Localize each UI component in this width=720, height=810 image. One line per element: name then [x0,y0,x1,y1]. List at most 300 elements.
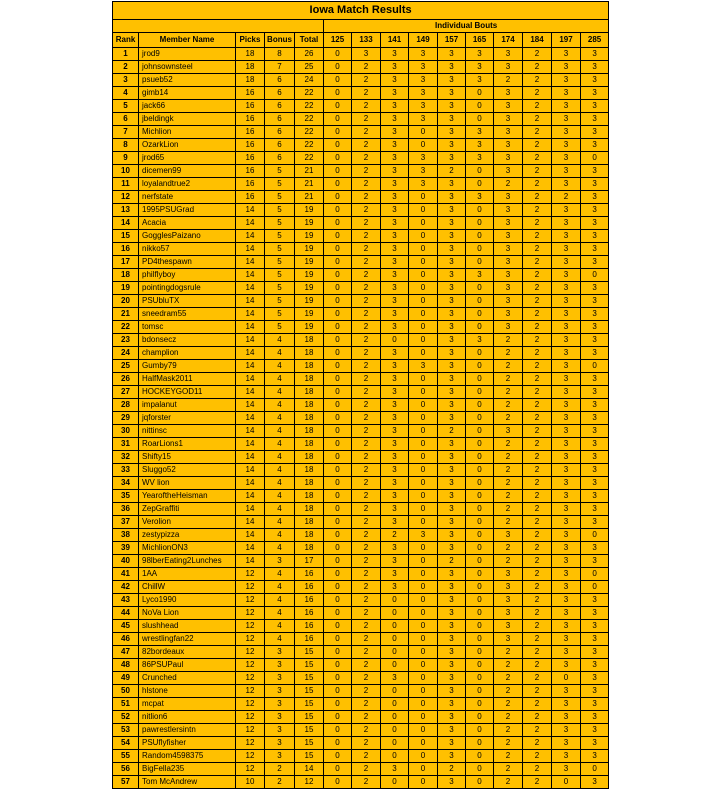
bout-cell-184: 2 [523,451,552,464]
weight-header-184: 184 [523,33,552,48]
bonus-cell: 3 [265,711,295,724]
member-name-cell: 98lberEating2Lunches [139,555,236,568]
bout-cell-184: 2 [523,191,552,204]
bonus-cell: 6 [265,139,295,152]
picks-cell: 14 [236,542,265,555]
bout-cell-125: 0 [324,87,352,100]
bout-cell-125: 0 [324,555,352,568]
bout-cell-197: 3 [552,464,581,477]
bout-cell-174: 3 [494,425,523,438]
bout-cell-197: 3 [552,633,581,646]
picks-cell: 14 [236,451,265,464]
bout-cell-157: 3 [438,724,466,737]
rank-cell: 57 [113,776,139,789]
bout-cell-197: 3 [552,295,581,308]
bout-cell-133: 2 [352,581,381,594]
rank-cell: 44 [113,607,139,620]
bout-cell-174: 2 [494,750,523,763]
total-cell: 16 [295,607,324,620]
bout-cell-184: 2 [523,178,552,191]
rank-cell: 30 [113,425,139,438]
bout-cell-285: 3 [581,230,609,243]
member-name-cell: ZepGraffiti [139,503,236,516]
bout-cell-157: 3 [438,737,466,750]
picks-cell: 12 [236,724,265,737]
bout-cell-125: 0 [324,620,352,633]
bonus-cell: 5 [265,191,295,204]
bout-cell-197: 3 [552,555,581,568]
bout-cell-157: 2 [438,165,466,178]
bout-cell-157: 3 [438,139,466,152]
bout-cell-157: 3 [438,581,466,594]
total-cell: 15 [295,724,324,737]
bout-cell-133: 2 [352,100,381,113]
member-name-cell: gimb14 [139,87,236,100]
bout-cell-149: 0 [409,568,438,581]
bout-cell-141: 3 [381,282,409,295]
bout-cell-165: 0 [466,230,494,243]
picks-cell: 12 [236,698,265,711]
total-cell: 15 [295,737,324,750]
title-row [113,2,609,20]
table-row [113,451,609,464]
table-row [113,659,609,672]
picks-cell: 14 [236,464,265,477]
bout-cell-165: 0 [466,750,494,763]
bout-cell-125: 0 [324,711,352,724]
bout-cell-174: 2 [494,178,523,191]
total-cell: 24 [295,74,324,87]
bout-cell-141: 3 [381,295,409,308]
table-row [113,750,609,763]
bout-cell-157: 3 [438,659,466,672]
bout-cell-197: 3 [552,763,581,776]
bout-cell-285: 3 [581,776,609,789]
picks-cell: 12 [236,711,265,724]
bout-cell-157: 3 [438,178,466,191]
total-cell: 18 [295,399,324,412]
bonus-cell: 4 [265,360,295,373]
table-row [113,191,609,204]
picks-cell: 14 [236,373,265,386]
table-row [113,672,609,685]
bout-cell-184: 2 [523,763,552,776]
weight-header-174: 174 [494,33,523,48]
total-cell: 22 [295,113,324,126]
bout-cell-149: 0 [409,256,438,269]
bout-cell-149: 0 [409,763,438,776]
bout-cell-149: 0 [409,139,438,152]
bout-cell-165: 0 [466,698,494,711]
rank-cell: 55 [113,750,139,763]
picks-cell: 18 [236,74,265,87]
rank-cell: 40 [113,555,139,568]
total-cell: 16 [295,568,324,581]
bout-cell-141: 3 [381,269,409,282]
bout-cell-141: 3 [381,386,409,399]
bout-cell-285: 3 [581,750,609,763]
bout-cell-174: 2 [494,659,523,672]
bout-cell-157: 3 [438,360,466,373]
bout-cell-165: 0 [466,763,494,776]
rank-cell: 5 [113,100,139,113]
picks-cell: 16 [236,165,265,178]
bout-cell-149: 3 [409,61,438,74]
picks-cell: 14 [236,321,265,334]
bonus-cell: 5 [265,165,295,178]
bout-cell-197: 3 [552,425,581,438]
bout-cell-174: 3 [494,568,523,581]
bout-cell-141: 0 [381,724,409,737]
rank-cell: 18 [113,269,139,282]
picks-cell: 16 [236,100,265,113]
member-name-cell: champlion [139,347,236,360]
bout-cell-184: 2 [523,633,552,646]
bout-cell-174: 3 [494,191,523,204]
total-cell: 19 [295,269,324,282]
bout-cell-184: 2 [523,620,552,633]
bout-cell-174: 2 [494,516,523,529]
bout-cell-157: 3 [438,399,466,412]
bout-cell-157: 3 [438,633,466,646]
bout-cell-149: 0 [409,373,438,386]
bout-cell-149: 3 [409,152,438,165]
table-row [113,334,609,347]
bout-cell-125: 0 [324,594,352,607]
bout-cell-125: 0 [324,282,352,295]
bout-cell-285: 3 [581,412,609,425]
bout-cell-125: 0 [324,529,352,542]
rank-cell: 6 [113,113,139,126]
bout-cell-133: 2 [352,620,381,633]
picks-cell: 14 [236,256,265,269]
total-cell: 18 [295,347,324,360]
bout-cell-157: 3 [438,152,466,165]
bout-cell-125: 0 [324,256,352,269]
bout-cell-197: 0 [552,672,581,685]
bout-cell-141: 3 [381,412,409,425]
bout-cell-184: 2 [523,347,552,360]
bout-cell-149: 0 [409,217,438,230]
bout-cell-165: 0 [466,620,494,633]
total-cell: 19 [295,204,324,217]
bout-cell-285: 3 [581,126,609,139]
total-header: Total [295,33,324,48]
bout-cell-174: 3 [494,321,523,334]
bout-cell-174: 3 [494,243,523,256]
weight-header-141: 141 [381,33,409,48]
bout-cell-133: 2 [352,295,381,308]
bout-cell-157: 3 [438,412,466,425]
table-row [113,763,609,776]
total-cell: 19 [295,217,324,230]
bout-cell-184: 2 [523,269,552,282]
table-row [113,139,609,152]
bout-cell-157: 3 [438,191,466,204]
picks-cell: 12 [236,763,265,776]
bonus-cell: 5 [265,256,295,269]
bout-cell-174: 2 [494,542,523,555]
bout-cell-184: 2 [523,685,552,698]
table-row [113,204,609,217]
bout-cell-174: 3 [494,152,523,165]
bout-cell-149: 0 [409,230,438,243]
bout-cell-184: 2 [523,542,552,555]
bout-cell-197: 2 [552,191,581,204]
bout-cell-133: 2 [352,503,381,516]
picks-cell: 14 [236,425,265,438]
bonus-cell: 4 [265,568,295,581]
table-row [113,113,609,126]
bout-cell-133: 2 [352,256,381,269]
total-cell: 18 [295,464,324,477]
bout-cell-174: 2 [494,724,523,737]
blank-header-cell [113,20,324,33]
bonus-cell: 4 [265,373,295,386]
bout-cell-141: 3 [381,464,409,477]
bonus-cell: 3 [265,737,295,750]
table-row [113,48,609,61]
bout-cell-174: 3 [494,295,523,308]
bout-cell-149: 0 [409,620,438,633]
picks-cell: 14 [236,438,265,451]
bout-cell-149: 3 [409,100,438,113]
bonus-cell: 3 [265,685,295,698]
bout-cell-149: 0 [409,334,438,347]
bonus-cell: 8 [265,48,295,61]
picks-cell: 16 [236,178,265,191]
bout-cell-141: 3 [381,568,409,581]
picks-cell: 16 [236,113,265,126]
bout-cell-184: 2 [523,165,552,178]
bout-cell-184: 2 [523,529,552,542]
bout-cell-174: 2 [494,672,523,685]
bonus-cell: 5 [265,269,295,282]
rank-cell: 50 [113,685,139,698]
bout-cell-174: 3 [494,204,523,217]
bout-cell-285: 3 [581,620,609,633]
member-name-cell: slushhead [139,620,236,633]
bout-cell-285: 3 [581,737,609,750]
bout-cell-141: 3 [381,347,409,360]
bout-cell-125: 0 [324,451,352,464]
bout-cell-184: 2 [523,711,552,724]
bout-cell-157: 3 [438,126,466,139]
bout-cell-285: 3 [581,607,609,620]
bout-cell-184: 2 [523,659,552,672]
bout-cell-197: 3 [552,61,581,74]
bout-cell-174: 2 [494,490,523,503]
bout-cell-141: 3 [381,672,409,685]
bout-cell-165: 0 [466,529,494,542]
picks-cell: 12 [236,659,265,672]
picks-cell: 14 [236,334,265,347]
bout-cell-125: 0 [324,464,352,477]
bout-cell-184: 2 [523,126,552,139]
bout-cell-285: 3 [581,451,609,464]
bout-cell-141: 0 [381,750,409,763]
bout-cell-149: 0 [409,386,438,399]
bout-cell-197: 3 [552,646,581,659]
bout-cell-149: 0 [409,308,438,321]
bout-cell-149: 3 [409,360,438,373]
bonus-cell: 3 [265,672,295,685]
bout-cell-285: 3 [581,594,609,607]
bout-cell-165: 0 [466,711,494,724]
bout-cell-157: 3 [438,74,466,87]
bout-cell-165: 0 [466,87,494,100]
rank-cell: 33 [113,464,139,477]
bout-cell-285: 3 [581,191,609,204]
bout-cell-157: 3 [438,711,466,724]
picks-cell: 16 [236,87,265,100]
bonus-cell: 5 [265,321,295,334]
bout-cell-157: 3 [438,269,466,282]
member-name-cell: jrod65 [139,152,236,165]
bout-cell-184: 2 [523,425,552,438]
bout-cell-184: 2 [523,139,552,152]
bonus-cell: 4 [265,477,295,490]
bout-cell-165: 0 [466,295,494,308]
bout-cell-133: 2 [352,152,381,165]
bout-cell-285: 3 [581,503,609,516]
bout-cell-149: 0 [409,347,438,360]
bout-cell-149: 0 [409,659,438,672]
picks-cell: 14 [236,516,265,529]
bout-cell-157: 3 [438,594,466,607]
bout-cell-197: 3 [552,399,581,412]
table-row [113,386,609,399]
total-cell: 21 [295,178,324,191]
bout-cell-149: 0 [409,607,438,620]
bout-cell-184: 2 [523,295,552,308]
bout-cell-285: 3 [581,490,609,503]
bout-cell-141: 3 [381,360,409,373]
bout-cell-141: 3 [381,48,409,61]
bout-cell-197: 3 [552,256,581,269]
rank-cell: 31 [113,438,139,451]
bout-cell-133: 2 [352,126,381,139]
bout-cell-165: 0 [466,360,494,373]
member-name-cell: zestypizza [139,529,236,542]
bout-cell-133: 2 [352,334,381,347]
bout-cell-141: 3 [381,503,409,516]
member-name-cell: NoVa Lion [139,607,236,620]
table-row [113,594,609,607]
bout-cell-197: 3 [552,308,581,321]
bout-cell-141: 3 [381,516,409,529]
weight-header-133: 133 [352,33,381,48]
member-name-cell: Acacia [139,217,236,230]
table-row [113,698,609,711]
table-row [113,152,609,165]
bout-cell-125: 0 [324,178,352,191]
weight-header-197: 197 [552,33,581,48]
total-cell: 18 [295,373,324,386]
total-cell: 18 [295,334,324,347]
bonus-cell: 3 [265,698,295,711]
bout-cell-174: 2 [494,464,523,477]
bout-cell-125: 0 [324,477,352,490]
bonus-cell: 6 [265,74,295,87]
member-name-cell: 82bordeaux [139,646,236,659]
total-cell: 22 [295,100,324,113]
bout-cell-165: 0 [466,646,494,659]
bonus-cell: 5 [265,217,295,230]
bout-cell-141: 3 [381,438,409,451]
table-row [113,425,609,438]
bout-cell-133: 2 [352,347,381,360]
bout-cell-197: 3 [552,282,581,295]
table-row [113,360,609,373]
table-row [113,100,609,113]
bout-cell-165: 0 [466,412,494,425]
bout-cell-184: 2 [523,308,552,321]
bout-cell-125: 0 [324,126,352,139]
bout-cell-133: 2 [352,685,381,698]
bout-cell-165: 0 [466,724,494,737]
bout-cell-133: 2 [352,243,381,256]
bout-cell-141: 2 [381,529,409,542]
bout-cell-149: 0 [409,477,438,490]
bout-cell-133: 2 [352,529,381,542]
bout-cell-141: 0 [381,620,409,633]
table-row [113,516,609,529]
bout-cell-165: 0 [466,555,494,568]
bout-cell-141: 3 [381,425,409,438]
bout-cell-141: 3 [381,61,409,74]
rank-cell: 32 [113,451,139,464]
bout-cell-125: 0 [324,48,352,61]
bout-cell-165: 0 [466,672,494,685]
bout-cell-285: 3 [581,399,609,412]
bout-cell-184: 2 [523,48,552,61]
bout-cell-165: 0 [466,451,494,464]
bonus-cell: 5 [265,282,295,295]
bout-cell-174: 2 [494,711,523,724]
picks-cell: 14 [236,529,265,542]
bout-cell-197: 3 [552,178,581,191]
total-cell: 15 [295,646,324,659]
bout-cell-157: 3 [438,477,466,490]
total-cell: 26 [295,48,324,61]
bout-cell-125: 0 [324,646,352,659]
total-cell: 18 [295,425,324,438]
bout-cell-285: 3 [581,139,609,152]
bout-cell-174: 2 [494,503,523,516]
total-cell: 17 [295,555,324,568]
table-row [113,646,609,659]
bout-cell-184: 2 [523,152,552,165]
rank-cell: 13 [113,204,139,217]
member-name-cell: Gumby79 [139,360,236,373]
bout-cell-149: 0 [409,438,438,451]
rank-cell: 29 [113,412,139,425]
bout-cell-197: 3 [552,516,581,529]
bonus-cell: 4 [265,529,295,542]
rank-cell: 27 [113,386,139,399]
table-row [113,711,609,724]
bout-cell-197: 3 [552,620,581,633]
bout-cell-197: 3 [552,490,581,503]
total-cell: 18 [295,451,324,464]
bout-cell-197: 0 [552,776,581,789]
rank-cell: 47 [113,646,139,659]
bout-cell-149: 0 [409,685,438,698]
bout-cell-141: 3 [381,126,409,139]
bout-cell-174: 2 [494,737,523,750]
table-row [113,308,609,321]
